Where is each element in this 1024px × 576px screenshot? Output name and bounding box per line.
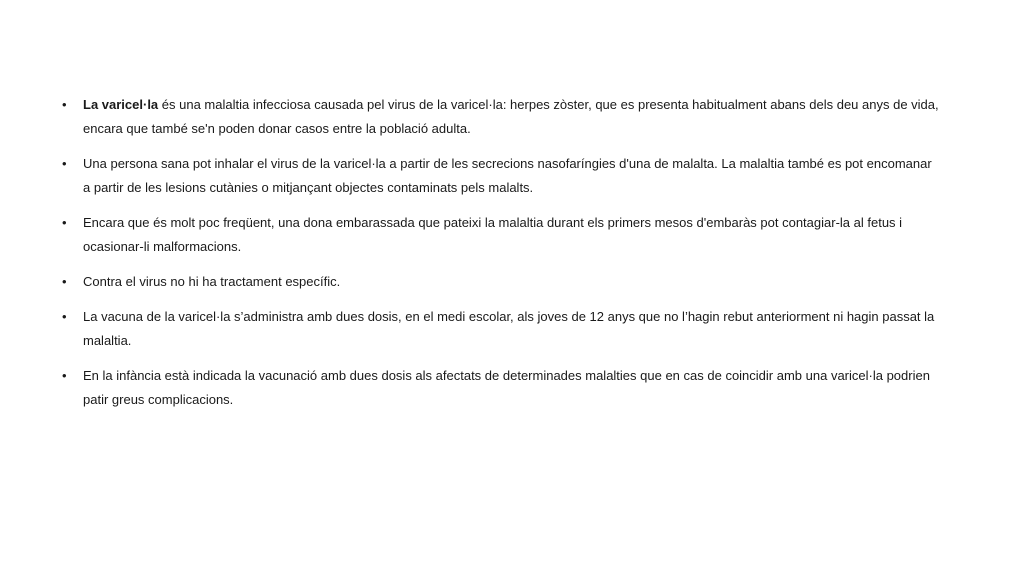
bullet-dot-icon: • [62,97,67,112]
bullet-item-4 [62,270,942,294]
bullet-dot-icon: • [62,156,67,171]
bullet-text: és una malaltia infecciosa causada pel virus de la varicel·la: herpes zòster, que es presenta habitualment abans dels deu anys de vida, encara que també se'n poden donar casos entre la població adulta. [83,97,939,136]
bullet-item-6 [62,364,942,412]
bullet-item-2 [62,152,942,200]
bullet-text: Encara que és molt poc freqüent, una dona embarassada que pateixi la malaltia durant els primers mesos d'embaràs pot contagiar-la al fetus i ocasionar-li malformacions. [83,215,903,254]
bullet-item-3 [62,211,942,259]
bullet-bold-term: La varicel·la [83,97,159,112]
bullet-dot-icon: • [62,274,67,289]
bullet-text: Contra el virus no hi ha tractament específic. [83,274,341,289]
bullet-dot-icon: • [62,215,67,230]
bullet-item-1 [62,93,942,141]
bullet-dot-icon: • [62,309,67,324]
bullet-text: Una persona sana pot inhalar el virus de la varicel·la a partir de les secrecions nasofaríngies d'una de malalta. La malaltia també es pot encomanar a partir de les lesions cutànies o mitjançant objectes contaminats pels malalts. [83,156,932,195]
bullet-dot-icon: • [62,368,67,383]
bullet-text: En la infància està indicada la vacunació amb dues dosis als afectats de determinades malalties que en cas de coincidir amb una varicel·la podrien patir greus complicacions. [83,368,930,407]
bullet-item-5 [62,305,942,353]
bullet-list [62,93,942,423]
bullet-text: La vacuna de la varicel·la s’administra amb dues dosis, en el medi escolar, als joves de 12 anys que no l’hagin rebut anteriorment ni hagin passat la malaltia. [83,309,935,348]
